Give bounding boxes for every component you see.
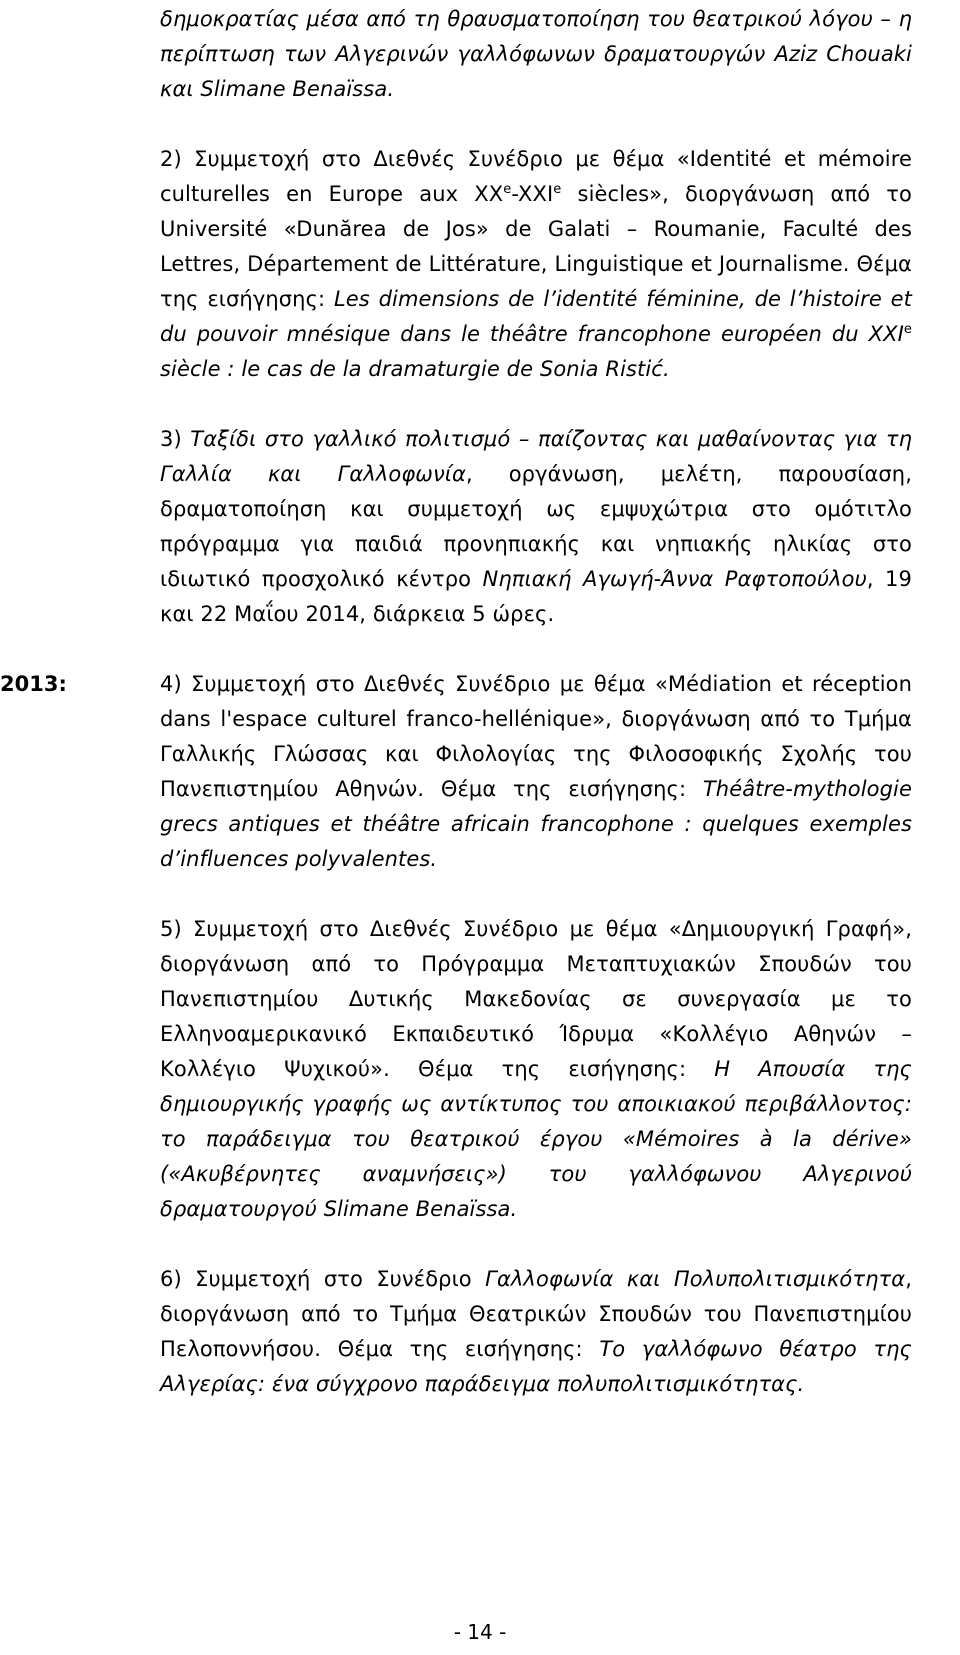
item-6-text1: 6) Συμμετοχή στο Συνέδριο bbox=[160, 1267, 486, 1291]
item-3-text1: , οργάνωση, μελέτη, παρουσίαση, δραματοποίηση και συμμετοχή ως εμψυχώτρια στο ομότιτλο πρόγραμμα για παιδιά προνηπιακής και νηπιακής ηλικίας στο ιδιωτικό προσχολικό κέντρο bbox=[160, 462, 912, 591]
item-6-topic: Το γαλλόφωνο θέατρο της Αλγερίας: ένα σύγχρονο παράδειγμα πολυπολιτισμικότητας. bbox=[160, 1337, 912, 1396]
item-2-text-part3: siècles», διοργάνωση από το Université «Dunărea de Jos» de Galati – Roumanie, Faculté des Lettres, Département de Littérature, Linguistique et Journalisme. Θέμα της εισήγησης: bbox=[160, 182, 912, 311]
item-4-paragraph bbox=[160, 667, 912, 877]
paragraph-gap bbox=[160, 877, 912, 912]
intro-text: δημοκρατίας μέσα από τη θραυσματοποίηση του θεατρικού λόγου – η περίπτωση των Αλγερινών γαλλόφωνων δραματουργών Aziz Chouaki και Slimane Benaïssa. bbox=[160, 7, 912, 101]
item-2-paragraph bbox=[160, 142, 912, 387]
year-2013-section bbox=[0, 667, 913, 1402]
paragraph-gap bbox=[160, 1227, 912, 1262]
item-5-paragraph bbox=[160, 912, 912, 1227]
item-3-text2: , 19 και 22 Μαΐου 2014, διάρκεια 5 ώρες. bbox=[160, 567, 912, 626]
page-number: - 14 - bbox=[453, 1620, 507, 1644]
paragraph-gap bbox=[160, 107, 912, 142]
item-4-text: 4) Συμμετοχή στο Διεθνές Συνέδριο με θέμα «Médiation et réception dans l'espace culturel franco-hellénique», διοργάνωση από το Τμήμα Γαλλικής Γλώσσας και Φιλολογίας της Φιλοσοφικής Σχολής του Πανεπιστημίου Αθηνών. Θέμα της εισήγησης: bbox=[160, 672, 912, 801]
year-label-2013: 2013: bbox=[0, 672, 67, 696]
item-2-text-part1: 2) Συμμετοχή στο Διεθνές Συνέδριο με θέμα «Identité et mémoire culturelles en Europe aux XX bbox=[160, 147, 912, 206]
paragraph-gap bbox=[160, 387, 912, 422]
intro-paragraph bbox=[160, 2, 912, 107]
item-3-paragraph bbox=[160, 422, 912, 632]
superscript-e: e bbox=[553, 182, 562, 197]
item-3-title: Ταξίδι στο γαλλικό πολιτισμό – παίζοντας και μαθαίνοντας για τη Γαλλία και Γαλλοφωνία bbox=[160, 427, 913, 486]
item-3-number: 3) bbox=[160, 427, 191, 451]
item-3-school: Νηπιακή Αγωγή-Άννα Ραφτοπούλου bbox=[482, 567, 867, 591]
item-4-topic: Théâtre-mythologie grecs antiques et théâtre africain francophone : quelques exemples d’influences polyvalentes. bbox=[160, 777, 912, 871]
item-6-conference: Γαλλοφωνία και Πολυπολιτισμικότητα bbox=[485, 1267, 906, 1291]
item-2-topic-part1: Les dimensions de l’identité féminine, de l’histoire et du pouvoir mnésique dans le théâtre francophone européen du XXI bbox=[160, 287, 912, 346]
item-5-text: 5) Συμμετοχή στο Διεθνές Συνέδριο με θέμα «Δημιουργική Γραφή», διοργάνωση από το Πρόγραμμα Μεταπτυχιακών Σπουδών του Πανεπιστημίου Δυτικής Μακεδονίας σε συνεργασία με το Ελληνοαμερικανικό Εκπαιδευτικό Ίδρυμα «Κολλέγιο Αθηνών – Κολλέγιο Ψυχικού». Θέμα της εισήγησης: bbox=[160, 917, 912, 1081]
paragraph-gap bbox=[160, 632, 912, 667]
item-2-text-part2: -XXI bbox=[511, 182, 554, 206]
item-6-text2: , διοργάνωση από το Τμήμα Θεατρικών Σπουδών του Πανεπιστημίου Πελοποννήσου. Θέμα της εισήγησης: bbox=[160, 1267, 913, 1361]
superscript-e: e bbox=[503, 182, 512, 197]
item-2-topic-part2: siècle : le cas de la dramaturgie de Sonia Ristić. bbox=[160, 357, 670, 381]
item-5-topic: Η Απουσία της δημιουργικής γραφής ως αντίκτυπος του αποικιακού περιβάλλοντος: το παράδειγμα του θεατρικού έργου «Mémoires à la dérive» («Ακυβέρνητες αναμνήσεις») του γαλλόφωνου Αλγερινού δραματουργού Slimane Benaïssa. bbox=[160, 1057, 912, 1221]
superscript-e: e bbox=[903, 322, 912, 337]
item-6-paragraph bbox=[160, 1262, 912, 1402]
document-body bbox=[0, 2, 913, 1402]
